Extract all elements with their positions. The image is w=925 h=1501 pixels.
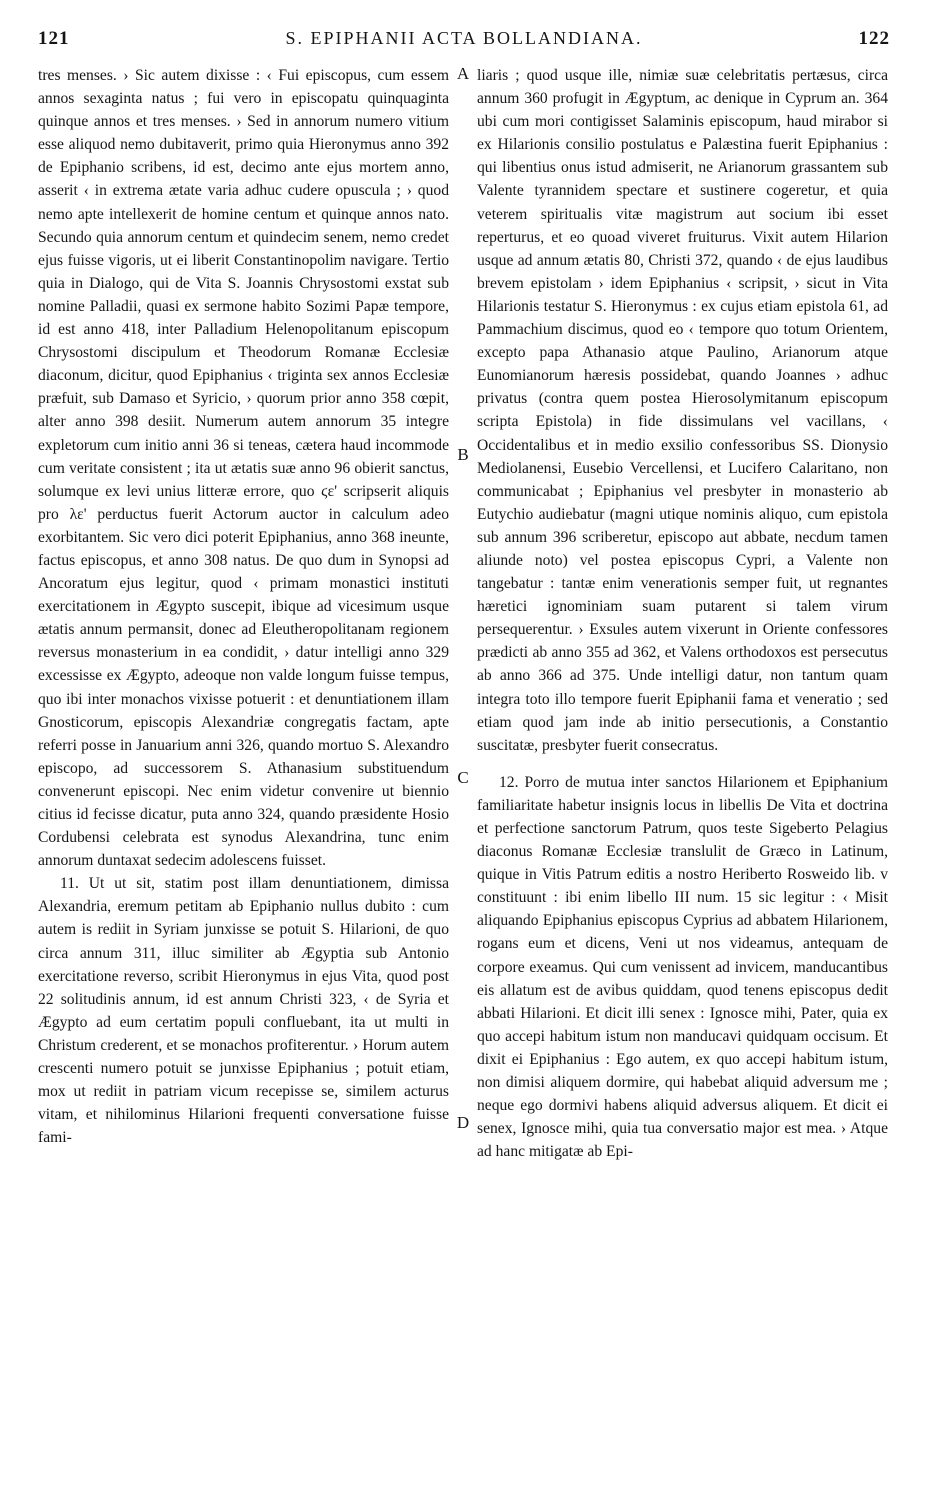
section-marker-d: D: [456, 1113, 470, 1132]
page-number-right: 122: [858, 28, 890, 49]
left-column: [38, 64, 449, 1149]
page-header: [38, 28, 890, 58]
paragraph-11-continued: liaris ; quod usque ille, nimiæ suæ celebritatis pertæsus, circa annum 360 profugit in Ægyptum, ac denique in Cyprum an. 364 ubi cum mori contigisset Salaminis episcopum, haud mirabor si ex Hilarionis consilio postulatus e Palæstina fuerit Epiphanius : qui libentius onus istud admiserit, ne Arianorum grassantem sub Valente tyrannidem spectare et sustinere cogeretur, et quia veterem spiritualis vitæ magistrum aut socium ibi esset reperturus, et eo quoad viveret fruiturus. Vixit autem Hilarion usque ad annum ætatis 80, Christi 372, quando ‹ de ejus laudibus brevem epistolam › idem Epiphanius ‹ scripsit, › sicut in Vita Hilarionis testatur S. Hieronymus : ex cujus etiam epistola 61, ad Pammachium discimus, quod eo ‹ tempore quo totum Orientem, excepto papa Athanasio atque Paulino, Arianorum atque Eunomianorum hæresis possidebat, quando Joannes › adhuc privatus (contra quem postea Hierosolymitanum episcopum scripta Epistola) in fide dissimulans vel vacillans, ‹ Occidentalibus et in medio exsilio confessoribus SS. Dionysio Mediolanensi, Eusebio Vercellensi, et Lucifero Calaritano, non communicabat ; Epiphanius vel presbyter in monasterio ab Eutychio audiebatur (magni utique nominis aliquo, cum epistola sub annum 396 scriberetur, episcopo aut abbate, necdum tamen aliunde noto) vel postea episcopus Cypri, a Valente non tangebatur : tantæ enim venerationis semper fuit, ut regnantes hæretici ignominiam suam putarent si talem virum persequerentur. › Exsules autem vixerunt in Oriente confessores prædicti ab anno 355 ad 362, et Valens orthodoxos est persecutus ab anno 366 ad 375. Unde intelligi datur, non tantum quam integra toto illo tempore fuerit Epiphanii fama et veneratio ; sed etiam quod jam inde ab initio persecutionis, a Constantio suscitatæ, presbyter fuerit consecratus.: [477, 67, 888, 754]
section-marker-c: C: [457, 768, 469, 787]
paragraph-10-continued: tres menses. › Sic autem dixisse : ‹ Fui episcopus, cum essem annos sexaginta natus ; fui vero in episcopatu quinquaginta quinque annos et tres menses. › Sed in annorum numero vitium esse aliquod nemo dubitaverit, primo quia Hieronymus anno 392 de Epiphanio scribens, id est, decimo ante ejus mortem anno, asserit ‹ in extrema ætate varia adhuc cudere opuscula ; › quod nemo apte intellexerit de homine centum et quinque annos nato. Secundo quia annorum centum et quindecim senem, nemo credet ejus fuisse vigoris, ut ei liberit Constantinopolim navigare. Tertio quia in Dialogo, qui de Vita S. Joannis Chrysostomi exstat sub nomine Palladii, quasi ex sermone habito Sozimi Papæ tempore, id est anno 418, inter Palladium Helenopolitanum episcopum Chrysostomi discipulum et Theodorum Romanæ Ecclesiæ diaconum, dicitur, quod Epiphanius ‹ triginta sex annos Ecclesiæ præfuit, sub Damaso et Syricio, › quorum prior anno 358 cœpit, alter anno 398 desiit. Numerum autem annorum 35 integre expletorum cum initio anni 36 si teneas, cætera haud incommode cum veritate consistent ; ita ut ætatis suæ anno 96 obierit sanctus, solumque ex levi unius litteræ errore, quo ϛε' scripserit aliquis pro λε' perductus fuerit Actorum auctor in calculum adeo exorbitantem. Sic vero dici poterit Epiphanius, anno 368 ineunte, factus episcopus, et anno 308 natus. De quo dum in Synopsi ad Ancoratum ejus legitur, quod ‹ primam monastici instituti exercitationem in Ægypto suscepit, ibique ad vicesimum usque ætatis annum permansit, donec ad Eleutheropolitanam regionem reversus monasterium in ea condidit, › datur intelligi anno 329 excessisse ex Ægypto, adeoque non valde longum fuisse tempus, quo ibi inter monachos vixisse potuerit : et denuntiationem illam Gnosticorum, episcopis Alexandriæ congregatis factam, apte referri posse in Januarium anni 326, quando mortuo S. Alexandro episcopo, ad successorem S. Athanasium substituendum convenerunt episcopi. Nec enim videtur convenire ut biennio citius id fecisse dicatur, puta anno 324, quando præsidente Hosio Cordubensi celebrata est synodus Alexandrina, tunc enim annorum duntaxat sedecim adolescens fuisset.: [38, 67, 449, 870]
paragraph-12: 12. Porro de mutua inter sanctos Hilarionem et Epiphanium familiaritate habetur insignis locus in libellis De Vita et doctrina et perfectione sanctorum Patrum, quos teste Sigeberto Pelagius diaconus Romanæ Ecclesiæ translulit de Græco in Latinum, quique in Vitis Patrum editis a nostro Heriberto Rosweido lib. v constituunt : ibi enim libello III num. 15 sic legitur : ‹ Misit aliquando Epiphanius episcopus Cyprius ad abbatem Hilarionem, rogans eum et dicens, Veni ut nos videamus, antequam de corpore exeamus. Qui cum venissent ad invicem, manducantibus eis allatum est de avibus quiddam, quod tenens episcopus dedit abbati Hilarioni. Et dicit illi senex : Ignosce mihi, Pater, quia ex quo accepi habitum istum non manducavi quidquam occisum. Et dixit ei Epiphanius : Ego autem, ex quo accepi habitum istum, non dimisi aliquem dormire, qui habebat aliquid adversum me ; neque ego dormivi habens aliquid adversus aliquem. Et dicit ei senex, Ignosce mihi, quia tua conversatio major est mea. › Atque ad hanc mitigatæ ab Epi-: [477, 773, 888, 1161]
section-marker-b: B: [457, 445, 469, 464]
right-column: [477, 64, 888, 1163]
section-marker-a: A: [456, 64, 470, 83]
paragraph-11: 11. Ut ut sit, statim post illam denuntiationem, dimissa Alexandria, eremum petitam ab Epiphanio nullus dubito : cum autem is rediit in Syriam junxisse se potuit S. Hilarioni, de quo circa annum 311, illuc similiter ab Ægyptia sub Antonio exercitatione reverso, scribit Hieronymus in ejus Vita, quod post 22 solitudinis annum, id est annum Christi 323, ‹ de Syria et Ægypto ad eum certatim populi confluebant, ita ut multi in Christum crederent, et se monachos profiterentur. › Horum autem crescenti numero potuit se junxisse Epiphanius ; potuit etiam, mox ut rediit in patriam vicum recepisse se, similem acturus vitam, et nihilominus Hilarioni frequenti conversatione fuisse fami-: [38, 875, 449, 1147]
running-title: S. EPIPHANII ACTA BOLLANDIANA.: [285, 28, 643, 48]
page-number-left: 121: [38, 28, 70, 49]
